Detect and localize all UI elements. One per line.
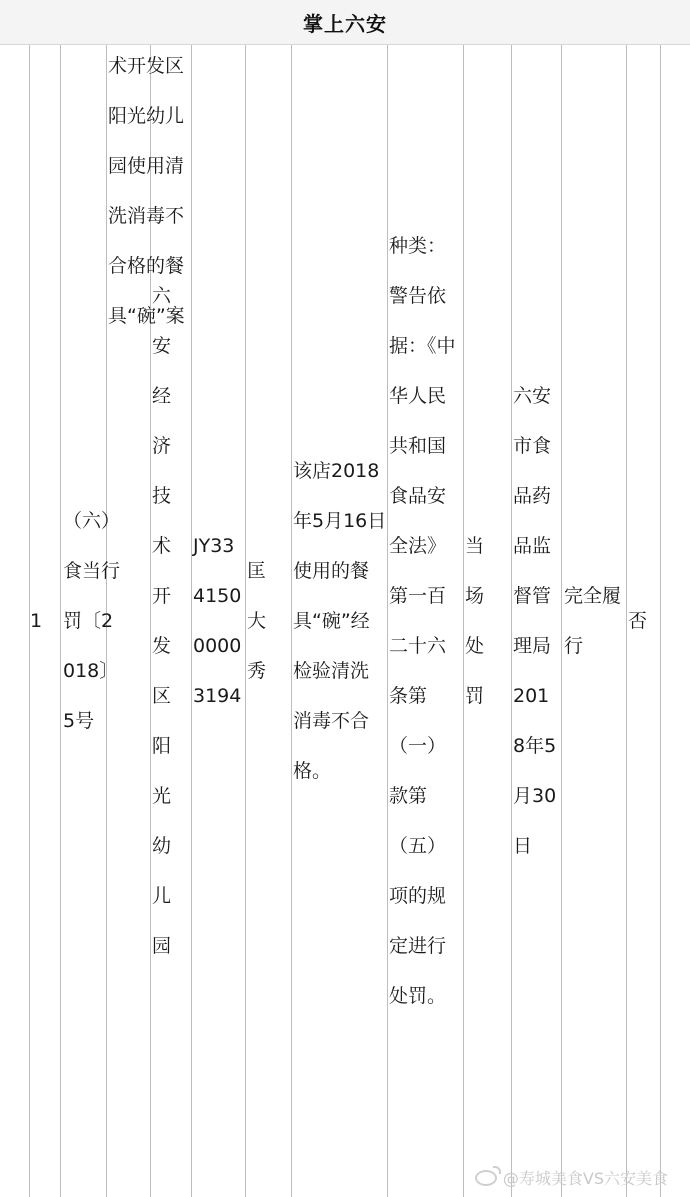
cell-legal-rep xyxy=(247,45,273,1197)
cell-penalty xyxy=(389,45,463,1197)
cell-license-no xyxy=(193,45,243,1197)
column-divider xyxy=(291,45,292,1197)
penalty-table xyxy=(0,45,690,1197)
column-divider xyxy=(60,45,61,1197)
publicized-flag: 否 xyxy=(628,610,648,632)
column-divider xyxy=(511,45,512,1197)
column-divider xyxy=(660,45,661,1197)
cell-procedure xyxy=(465,45,491,1197)
column-divider xyxy=(463,45,464,1197)
procedure-type: 当场处罚 xyxy=(465,535,485,707)
row-index: 1 xyxy=(30,610,43,632)
column-divider xyxy=(245,45,246,1197)
column-divider xyxy=(626,45,627,1197)
license-number: JY33415000003194 xyxy=(193,535,242,707)
cell-party-name xyxy=(152,45,178,1197)
penalty-details: 种类：警告依据：《中华人民共和国食品安全法》第一百二十六条第（一）款第（五）项的规定进行处罚。 xyxy=(389,235,456,1007)
watermark xyxy=(475,1166,668,1189)
cell-facts xyxy=(293,45,387,1197)
watermark-text: @寿城美食VS六安美食 xyxy=(502,1169,668,1188)
penalty-authority: 六安市食品药品监督管理局2018年5月30日 xyxy=(513,385,557,857)
cell-index xyxy=(30,45,58,1197)
case-name: 术开发区阳光幼儿园使用清洗消毒不合格的餐具“碗”案 xyxy=(108,55,185,327)
violation-facts: 该店2018年5月16日使用的餐具“碗”经检验清洗消毒不合格。 xyxy=(293,460,387,782)
page-title: 掌上六安 xyxy=(303,11,387,36)
column-divider xyxy=(561,45,562,1197)
execution-status: 完全履行 xyxy=(564,585,622,657)
column-divider xyxy=(387,45,388,1197)
cell-doc-number xyxy=(62,45,121,1197)
cell-authority xyxy=(513,45,561,1197)
column-divider xyxy=(191,45,192,1197)
cell-status xyxy=(564,45,624,1197)
document-number: （六）食当行罚〔2018〕5号 xyxy=(63,510,121,732)
app-header xyxy=(0,0,690,45)
legal-representative: 匡大秀 xyxy=(247,560,267,682)
cell-publicized xyxy=(628,45,658,1197)
party-name: 六安经济技术开发区阳光幼儿园 xyxy=(152,285,172,957)
weibo-icon xyxy=(475,1170,497,1186)
